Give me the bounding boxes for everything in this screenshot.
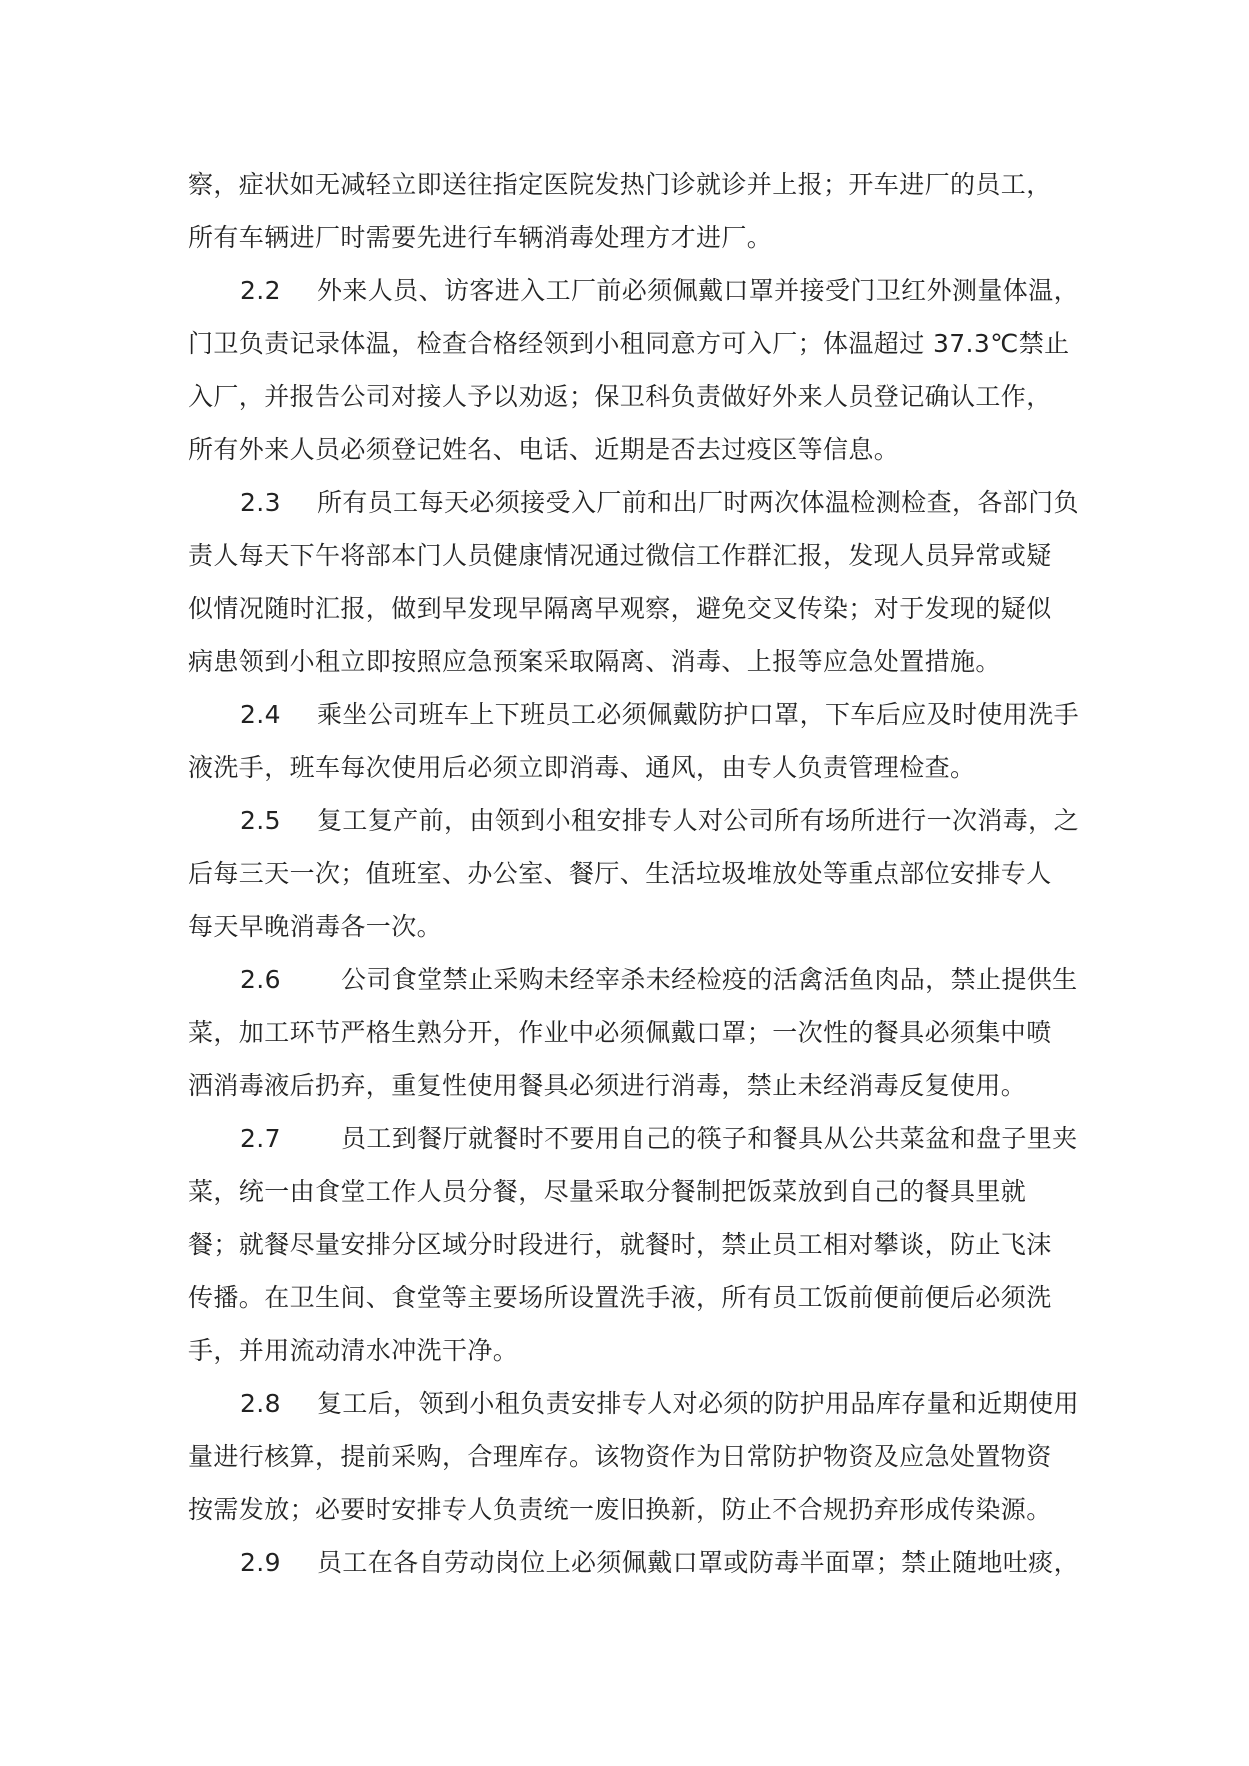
paragraph-line <box>188 211 1064 264</box>
paragraph-line <box>188 1006 1064 1059</box>
paragraph-line <box>188 158 1064 211</box>
section-number: 2.9 <box>240 1548 281 1577</box>
section-number: 2.2 <box>240 276 281 305</box>
line-text: 菜，统一由食堂工作人员分餐，尽量采取分餐制把饭菜放到自己的餐具里就 <box>188 1177 1027 1206</box>
paragraph-first-line <box>188 953 1078 1006</box>
paragraph-line <box>188 1271 1064 1324</box>
line-text: 手，并用流动清水冲洗干净。 <box>188 1336 519 1365</box>
line-text: 员工到餐厅就餐时不要用自己的筷子和餐具从公共菜盆和盘子里夹 <box>340 1124 1078 1153</box>
paragraph-line <box>188 1324 1064 1377</box>
line-text: 公司食堂禁止采购未经宰杀未经检疫的活禽活鱼肉品，禁止提供生 <box>340 965 1078 994</box>
paragraph-line <box>188 1165 1064 1218</box>
paragraph-line <box>188 847 1064 900</box>
section-number: 2.3 <box>240 488 281 517</box>
paragraph-line <box>188 317 1070 370</box>
line-text: 乘坐公司班车上下班员工必须佩戴防护口罩，下车后应及时使用洗手 <box>316 700 1079 729</box>
line-text: 员工在各自劳动岗位上必须佩戴口罩或防毒半面罩；禁止随地吐痰， <box>316 1548 1079 1577</box>
paragraph-line <box>188 370 1064 423</box>
line-text: 所有员工每天必须接受入厂前和出厂时两次体温检测检查，各部门负 <box>316 488 1079 517</box>
paragraph-line <box>188 741 1064 794</box>
paragraph-first-line <box>188 1377 1079 1430</box>
line-text: 液洗手，班车每次使用后必须立即消毒、通风，由专人负责管理检查。 <box>188 753 976 782</box>
line-text: 每天早晚消毒各一次。 <box>188 912 443 941</box>
paragraph-line <box>188 423 1064 476</box>
line-text: 后每三天一次；值班室、办公室、餐厅、生活垃圾堆放处等重点部位安排专人 <box>188 859 1052 888</box>
document-body <box>188 158 1079 1589</box>
paragraph-line <box>188 529 1064 582</box>
line-text: 复工后，领到小租负责安排专人对必须的防护用品库存量和近期使用 <box>316 1389 1079 1418</box>
line-text: 病患领到小租立即按照应急预案采取隔离、消毒、上报等应急处置措施。 <box>188 647 1001 676</box>
paragraph-line <box>188 635 1064 688</box>
paragraph-line <box>188 1218 1064 1271</box>
paragraph-line <box>188 1059 1064 1112</box>
line-text: 菜，加工环节严格生熟分开，作业中必须佩戴口罩；一次性的餐具必须集中喷 <box>188 1018 1052 1047</box>
paragraph-first-line <box>188 688 1079 741</box>
paragraph-line <box>188 900 1064 953</box>
line-text: 入厂，并报告公司对接人予以劝返；保卫科负责做好外来人员登记确认工作， <box>188 382 1052 411</box>
line-text: 所有车辆进厂时需要先进行车辆消毒处理方才进厂。 <box>188 223 773 252</box>
line-text: 察，症状如无减轻立即送往指定医院发热门诊就诊并上报；开车进厂的员工， <box>188 170 1052 199</box>
line-text: 洒消毒液后扔弃，重复性使用餐具必须进行消毒，禁止未经消毒反复使用。 <box>188 1071 1027 1100</box>
line-text: 传播。在卫生间、食堂等主要场所设置洗手液，所有员工饭前便前便后必须洗 <box>188 1283 1052 1312</box>
paragraph-first-line <box>188 264 1079 317</box>
line-text: 按需发放；必要时安排专人负责统一废旧换新，防止不合规扔弃形成传染源。 <box>188 1495 1052 1524</box>
paragraph-first-line <box>188 1536 1079 1589</box>
line-text: 复工复产前，由领到小租安排专人对公司所有场所进行一次消毒，之 <box>316 806 1079 835</box>
section-number: 2.7 <box>240 1124 281 1153</box>
paragraph-first-line <box>188 794 1079 847</box>
line-text: 餐；就餐尽量安排分区域分时段进行，就餐时，禁止员工相对攀谈，防止飞沫 <box>188 1230 1052 1259</box>
line-text: 所有外来人员必须登记姓名、电话、近期是否去过疫区等信息。 <box>188 435 900 464</box>
section-number: 2.5 <box>240 806 281 835</box>
line-text: 门卫负责记录体温，检查合格经领到小租同意方可入厂；体温超过 37.3℃禁止 <box>188 329 1070 358</box>
line-text: 责人每天下午将部本门人员健康情况通过微信工作群汇报，发现人员异常或疑 <box>188 541 1052 570</box>
paragraph-first-line <box>188 476 1079 529</box>
paragraph-line <box>188 1483 1064 1536</box>
paragraph-line <box>188 1430 1064 1483</box>
section-number: 2.6 <box>240 965 281 994</box>
paragraph-line <box>188 582 1064 635</box>
line-text: 似情况随时汇报，做到早发现早隔离早观察，避免交叉传染；对于发现的疑似 <box>188 594 1052 623</box>
line-text: 外来人员、访客进入工厂前必须佩戴口罩并接受门卫红外测量体温， <box>316 276 1079 305</box>
section-number: 2.8 <box>240 1389 281 1418</box>
paragraph-first-line <box>188 1112 1078 1165</box>
section-number: 2.4 <box>240 700 281 729</box>
line-text: 量进行核算，提前采购，合理库存。该物资作为日常防护物资及应急处置物资 <box>188 1442 1052 1471</box>
